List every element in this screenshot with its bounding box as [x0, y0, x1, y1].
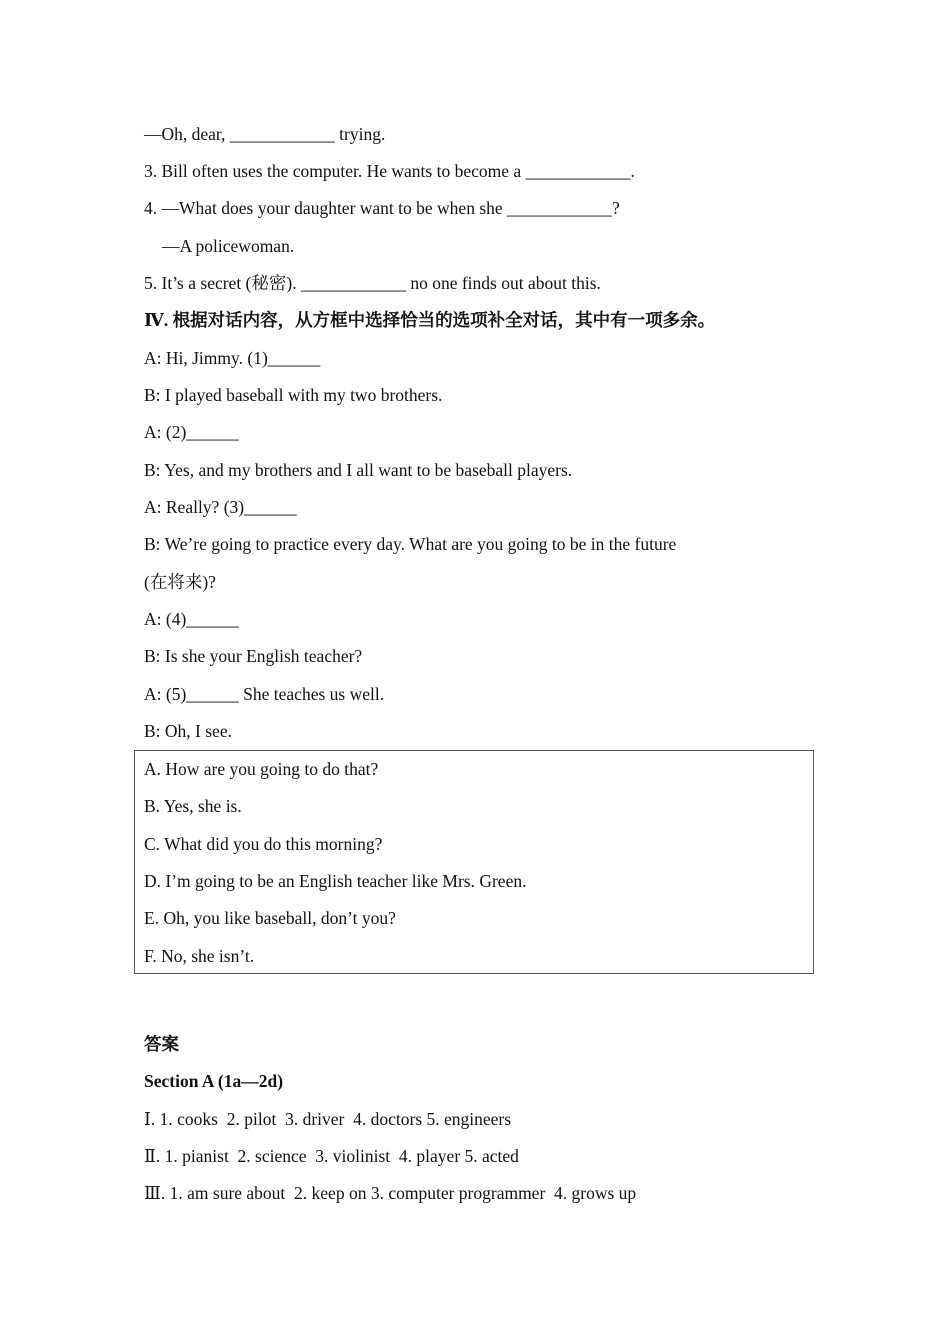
dialogue-line: A: Really? (3)______ [144, 497, 297, 517]
answer-line: Ⅱ. 1. pianist 2. science 3. violinist 4. player 5. acted [144, 1146, 519, 1166]
answers-heading: 答案 [144, 1034, 179, 1054]
answer-line: Ⅰ. 1. cooks 2. pilot 3. driver 4. doctors 5. engineers [144, 1109, 512, 1129]
dialogue-line: A: Hi, Jimmy. (1)______ [144, 348, 321, 368]
dialogue-line: (在将来)? [144, 572, 216, 592]
option-item: A. How are you going to do that? [144, 759, 379, 779]
dialogue-line: A: (5)______ She teaches us well. [144, 684, 385, 704]
dialogue-line: B: Is she your English teacher? [144, 646, 363, 666]
answers-section-title: Section A (1a—2d) [144, 1071, 284, 1091]
dialogue-line: B: We’re going to practice every day. What are you going to be in the future [144, 534, 677, 554]
exercise-4-heading: Ⅳ. 根据对话内容，从方框中选择恰当的选项补全对话，其中有一项多余。 [144, 310, 716, 330]
dialogue-line: B: I played baseball with my two brothers. [144, 385, 443, 405]
dialogue-line: B: Yes, and my brothers and I all want to be baseball players. [144, 460, 573, 480]
dialogue-line: B: Oh, I see. [144, 721, 232, 741]
options-box [134, 750, 814, 974]
exercise-3-item-5: 5. It’s a secret (秘密). ____________ no one finds out about this. [144, 273, 601, 293]
exercise-3-item-3: 3. Bill often uses the computer. He wants to become a ____________. [144, 161, 635, 181]
answer-line: Ⅲ. 1. am sure about 2. keep on 3. computer programmer 4. grows up [144, 1183, 637, 1203]
option-item: D. I’m going to be an English teacher like Mrs. Green. [144, 871, 527, 891]
option-item: F. No, she isn’t. [144, 946, 255, 966]
exercise-3-item-4-answer: —A policewoman. [162, 236, 295, 256]
option-item: E. Oh, you like baseball, don’t you? [144, 908, 396, 928]
option-item: C. What did you do this morning? [144, 834, 383, 854]
dialogue-line: A: (4)______ [144, 609, 239, 629]
exercise-3-line: —Oh, dear, ____________ trying. [144, 124, 386, 144]
dialogue-line: A: (2)______ [144, 422, 239, 442]
option-item: B. Yes, she is. [144, 796, 242, 816]
exercise-3-item-4: 4. —What does your daughter want to be when she ____________? [144, 198, 620, 218]
